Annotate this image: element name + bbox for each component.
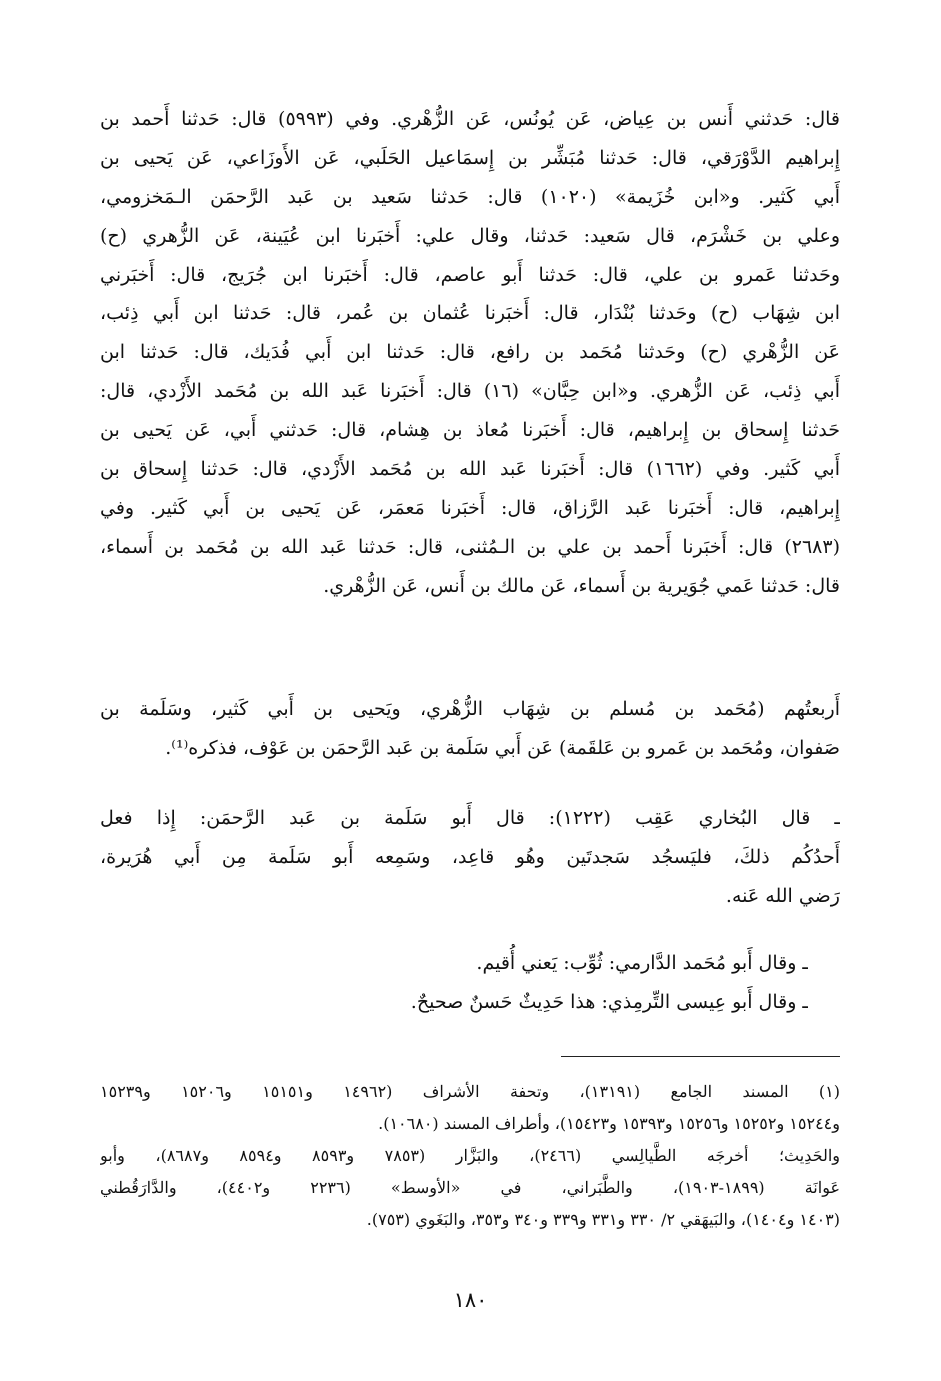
text-line: قال: حَدثنا عَمي جُوَيرية بن أَسماء، عَن مالك بن أَنس، عَن الزُّهْري. <box>323 574 840 597</box>
text-line: وعلي بن خَشْرَم، قال سَعيد: حَدثنا، وقال علي: أَخبَرنا ابن عُيَينة، عَن الزُّهري (ح) <box>100 224 840 247</box>
text-line: ـ وقال أَبو عِيسى التِّرمِذي: هذا حَدِيثٌ حَسنٌ صحيحٌ. <box>410 990 808 1013</box>
footnote-line: عَوانَة (١٨٩٩-١٩٠٣)، والطَّبَراني، في «الأوسط» (٢٢٣٦ و٤٤٠٢)، والدَّارَقُطني <box>100 1178 840 1197</box>
footnotes <box>100 1076 840 1236</box>
text-line: (٢٦٨٣) قال: أَخبَرنا أَحمد بن علي بن الـمُثنى، قال: حَدثنا عَبد الله بن مُحَمد بن أَسماء، <box>100 535 840 558</box>
bukhari-comment-paragraph <box>100 799 840 916</box>
main-paragraph <box>100 100 840 606</box>
footnote-line: والحَدِيث؛ أخرجَه الطَّيالِسي (٢٤٦٦)، والبَزَّار (٧٨٥٣ و٨٥٩٣ و٨٥٩٤ و٨٦٨٧)، وأبو <box>100 1146 840 1165</box>
text-line: أَبي كَثير. وفي (١٦٦٢) قال: أَخبَرنا عَبد الله بن مُحَمد الأَزْدي، قال: حَدثنا إِسحاق بن <box>100 458 840 481</box>
text-line: أَبي ذِئب، عَن الزُّهري. و«ابن حِبَّان» (١٦) قال: أَخبَرنا عَبد الله بن مُحَمد الأَزْدي، قال: <box>100 380 840 403</box>
text-line: أَربعتُهم (مُحَمد بن مُسلم بن شِهَاب الزُّهْري، ويَحيى بن أَبي كَثير، وسَلَمة بن <box>100 698 840 720</box>
text-line: أَحدُكُم ذلكَ، فليَسجُد سَجدتَين وهُو قاعِد، وسَمِعه أَبو سَلَمة مِن أَبي هُرَيرة، <box>100 845 840 868</box>
text-line: أَبي كَثير. و«ابن خُزَيمة» (١٠٢٠) قال: حَدثنا سَعيد بن عَبد الرَّحمَن الـمَخزومي، <box>100 185 840 208</box>
page-number: ١٨٠ <box>453 1288 488 1312</box>
text-line: رَضي الله عَنه. <box>725 884 840 907</box>
closing-remarks <box>100 944 840 1022</box>
text-line: ـ وقال أَبو مُحَمد الدَّارمي: ثُوِّب: يَعني أُقيم. <box>476 952 808 974</box>
text-line: قال: حَدثني أَنس بن عِياض، عَن يُونُس، عَن الزُّهْري. وفي (٥٩٩٣) قال: حَدثنا أَحمد بن <box>100 108 840 130</box>
text-line: ـ قال البُخاري عَقِب (١٢٢٢): قال أَبو سَلَمة بن عَبد الرَّحمَن: إِذا فعل <box>100 807 840 829</box>
footnote-line: (١٤٠٣ و١٤٠٤)، والبَيهَقي ٢/ ٣٣٠ و٣٣١ و٣٣٩ و٣٤٠ و٣٥٣، والبَغَوي (٧٥٣). <box>366 1210 840 1229</box>
footnote-line: (١) المسند الجامع (١٣١٩١)، وتحفة الأشراف (١٤٩٦٢ و١٥١٥١ و١٥٢٠٦ و١٥٢٣٩ <box>100 1082 840 1101</box>
text-line: وحَدثنا عَمرو بن علي، قال: حَدثنا أَبو عاصم، قال: أَخبَرنا ابن جُرَيج، قال: أَخبَرني <box>100 263 840 286</box>
footnote-divider <box>561 1056 840 1057</box>
text-line: إِبراهيم، قال: أَخبَرنا عَبد الرَّزاق، قال: أَخبَرنا مَعمَر، عَن يَحيى بن أَبي كَثير. وفي <box>100 496 840 519</box>
text-line: صَفوان، ومُحَمد بن عَمرو بن عَلقَمة) عَن أَبي سَلَمة بن عَبد الرَّحمَن بن عَوْف، فذكره⁽¹⁾. <box>165 736 840 759</box>
narrators-paragraph <box>100 690 840 768</box>
text-line: عَن الزُّهْري (ح) وحَدثنا مُحَمد بن رافع، قال: حَدثنا ابن أَبي فُدَيك، قال: حَدثنا ابن <box>100 341 840 364</box>
footnote-line: و١٥٢٤٤ و١٥٢٥٢ و١٥٢٥٦ و١٥٣٩٣ و١٥٤٢٣)، وأطراف المسند (١٠٦٨٠). <box>378 1114 840 1133</box>
text-line: إِبراهيم الدَّوْرَقي، قال: حَدثنا مُبَشِّر بن إِسمَاعيل الحَلَبي، عَن الأَوزَاعي، عَن يَحيى بن <box>100 146 840 169</box>
text-line: ابن شِهَاب (ح) وحَدثنا بُنْدَار، قال: أَخبَرنا عُثمان بن عُمر، قال: حَدثنا ابن أَبي ذِئب، <box>100 302 840 325</box>
text-line: حَدثنا إِسحاق بن إِبراهيم، قال: أَخبَرنا مُعاذ بن هِشام، قال: حَدثني أَبي، عَن يَحيى بن <box>100 419 840 442</box>
